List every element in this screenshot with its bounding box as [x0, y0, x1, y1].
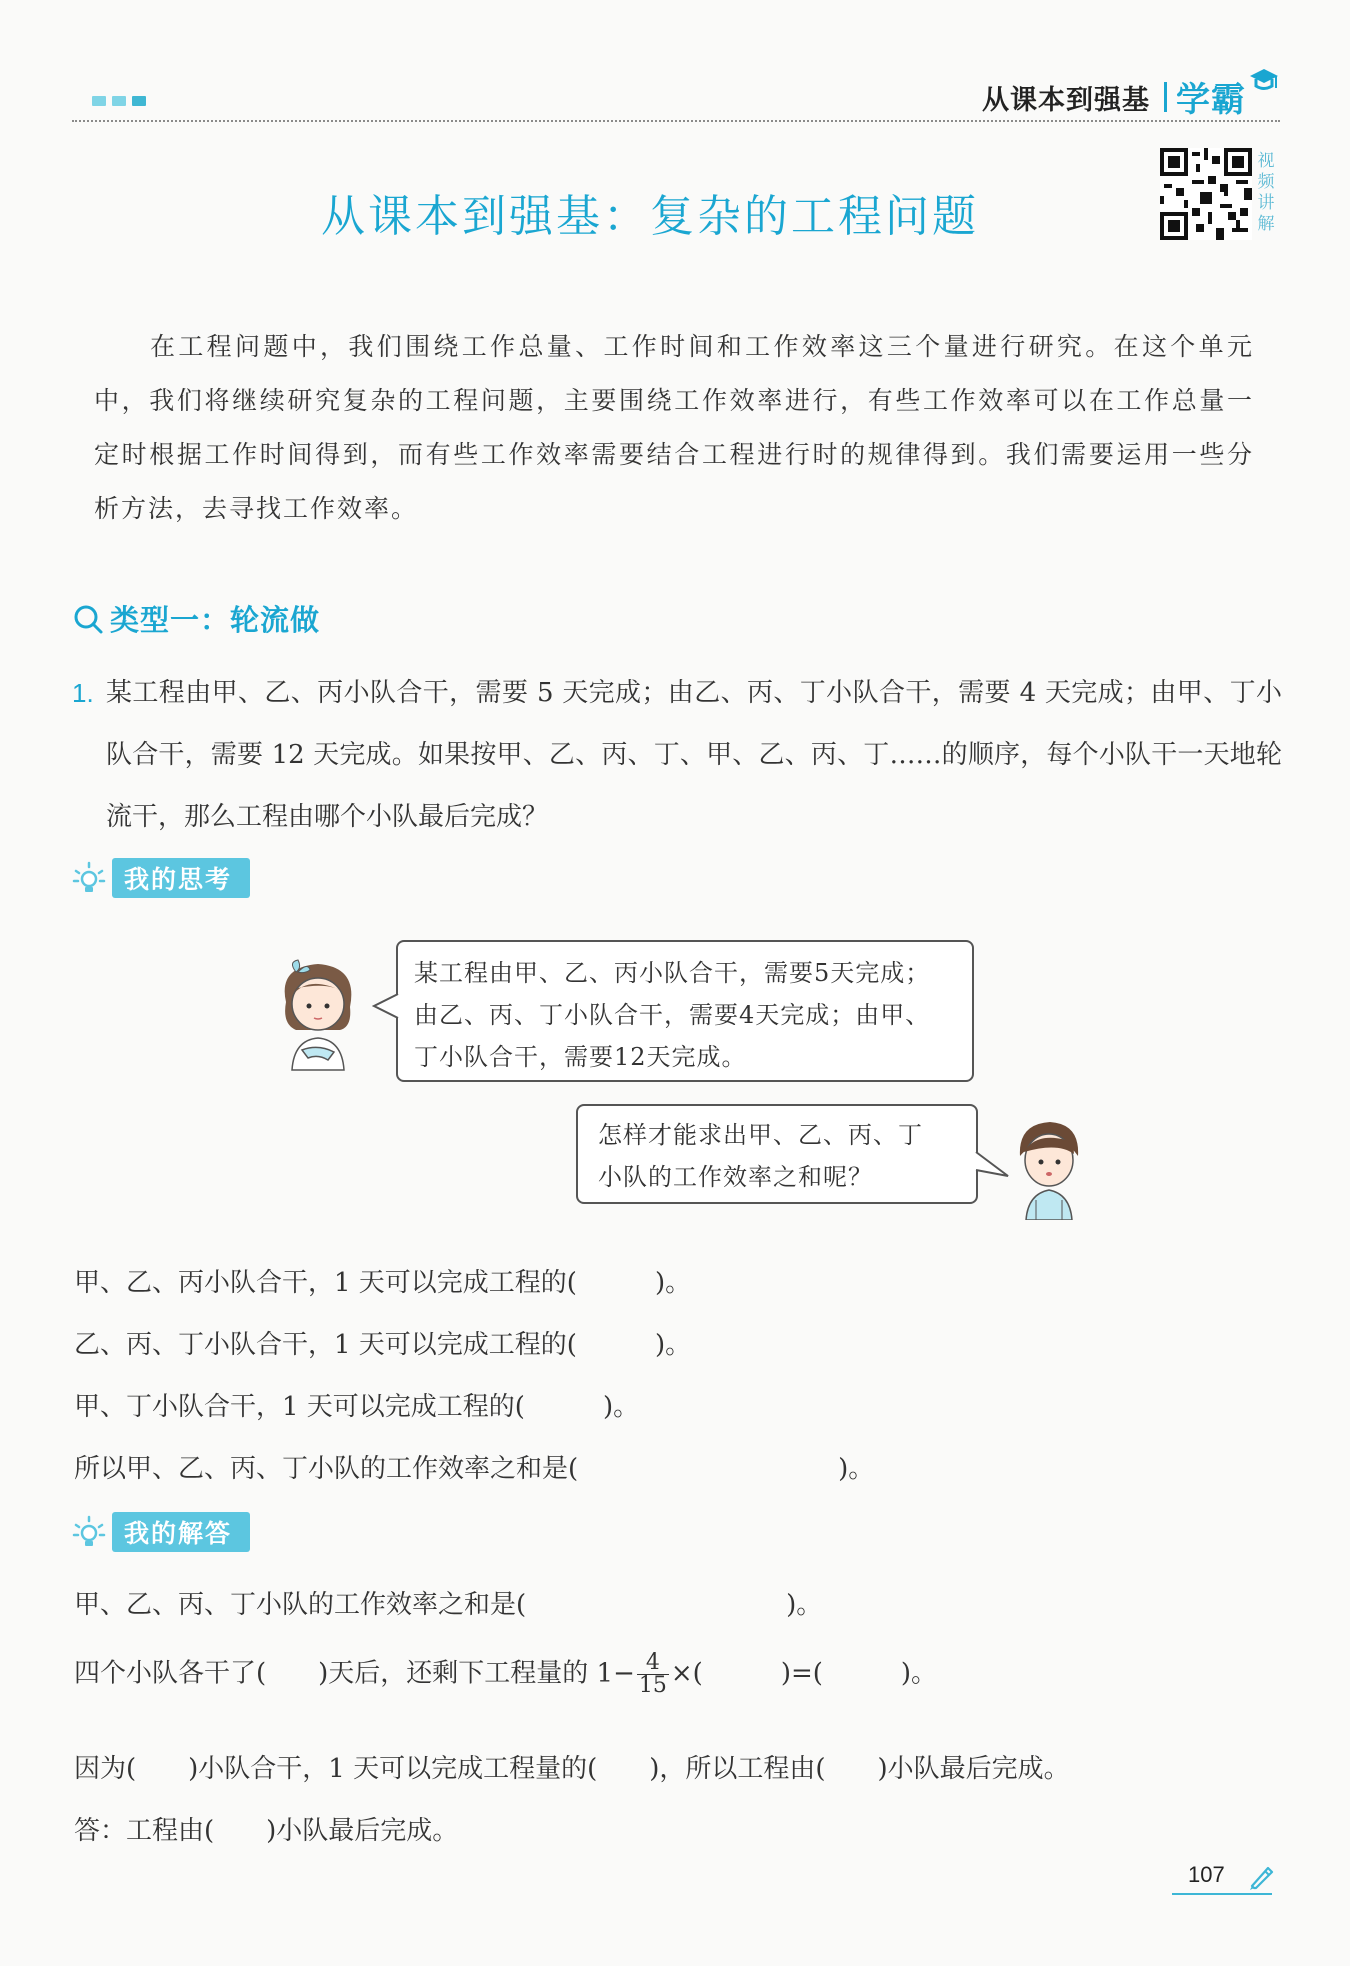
thinking-line-2: 乙、丙、丁小队合干，1 天可以完成工程的( )。: [74, 1330, 692, 1360]
type-heading: [72, 598, 320, 639]
answer-line-2-start: 四个小队各干了( )天后，还剩下工程量的 1−: [74, 1658, 635, 1689]
thinking-tag-label: 我的思考: [112, 858, 250, 898]
boy-speech-bubble: [576, 1104, 978, 1204]
header-divider: [72, 120, 1280, 122]
thinking-line-1: 甲、乙、丙小队合干，1 天可以完成工程的( )。: [74, 1268, 692, 1298]
type-heading-label: 类型一：轮流做: [110, 605, 321, 637]
fraction-denominator: 15: [638, 1673, 667, 1698]
video-lecture-label: 视频讲解: [1257, 151, 1275, 233]
answer-tag: [72, 1512, 250, 1552]
thinking-line-3: 甲、丁小队合干，1 天可以完成工程的( )。: [74, 1392, 640, 1422]
qr-code-icon[interactable]: [1160, 148, 1252, 240]
answer-line-3: 因为( )小队合干，1 天可以完成工程量的( )，所以工程由( )小队最后完成。: [74, 1754, 1070, 1784]
problem-text: 某工程由甲、乙、丙小队合干，需要 5 天完成；由乙、丙、丁小队合干，需要 4 天完成；由甲、丁小队合干，需要 12 天完成。如果按甲、乙、丙、丁、甲、乙、丙、丁……的顺序，每个小队干一天地轮流干，那么工程由哪个小队最后完成？: [106, 678, 1282, 832]
pencil-icon: [1246, 1862, 1276, 1892]
header-decoration: [92, 96, 146, 106]
girl-speech-line: 某工程由甲、乙、丙小队合干，需要5天完成；: [414, 959, 931, 987]
thinking-line-4: 所以甲、乙、丙、丁小队的工作效率之和是( )。: [74, 1454, 875, 1484]
answer-line-1: 甲、乙、丙、丁小队的工作效率之和是( )。: [74, 1590, 823, 1620]
thinking-tag: [72, 858, 250, 898]
page-number: 107: [1188, 1862, 1225, 1887]
girl-illustration: [268, 952, 368, 1072]
bubble-tail: [974, 1150, 1010, 1180]
header-series-title: 从课本到强基: [982, 85, 1150, 115]
boy-speech-line: 怎样才能求出甲、乙、丙、丁: [598, 1121, 923, 1149]
answer-tag-label: 我的解答: [112, 1512, 250, 1552]
answer-line-2: [74, 1652, 937, 1697]
problem-number: 1.: [72, 678, 94, 708]
page-title: 从课本到强基：复杂的工程问题: [321, 192, 979, 241]
answer-line-4: 答：工程由( )小队最后完成。: [74, 1816, 459, 1846]
brand-logo: 学霸: [1176, 81, 1246, 119]
graduation-cap-icon: [1246, 64, 1280, 98]
boy-illustration: [1006, 1116, 1092, 1220]
intro-paragraph: 在工程问题中，我们围绕工作总量、工作时间和工作效率这三个量进行研究。在这个单元中，我们将继续研究复杂的工程问题，主要围绕工作效率进行，有些工作效率可以在工作总量一定时根据工作时间得到，而有些工作效率需要结合工程进行时的规律得到。我们需要运用一些分析方法，去寻找工作效率。: [94, 332, 1254, 523]
lightbulb-icon: [72, 1515, 106, 1549]
lightbulb-icon: [72, 861, 106, 895]
fraction-numerator: 4: [637, 1652, 669, 1675]
girl-speech-bubble: [396, 940, 974, 1082]
girl-speech-line: 由乙、丙、丁小队合干，需要4天完成；由甲、: [414, 1001, 931, 1029]
magnifier-icon: [72, 603, 104, 635]
fraction: [637, 1652, 669, 1697]
bubble-tail: [372, 992, 400, 1020]
header-separator: [1164, 82, 1167, 112]
problem-1: [72, 662, 1282, 848]
page-number-underline: [1172, 1893, 1272, 1895]
answer-line-2-end: ×( )=( )。: [670, 1658, 938, 1689]
boy-speech-line: 小队的工作效率之和呢？: [598, 1163, 873, 1191]
girl-speech-line: 丁小队合干，需要12天完成。: [414, 1043, 747, 1071]
